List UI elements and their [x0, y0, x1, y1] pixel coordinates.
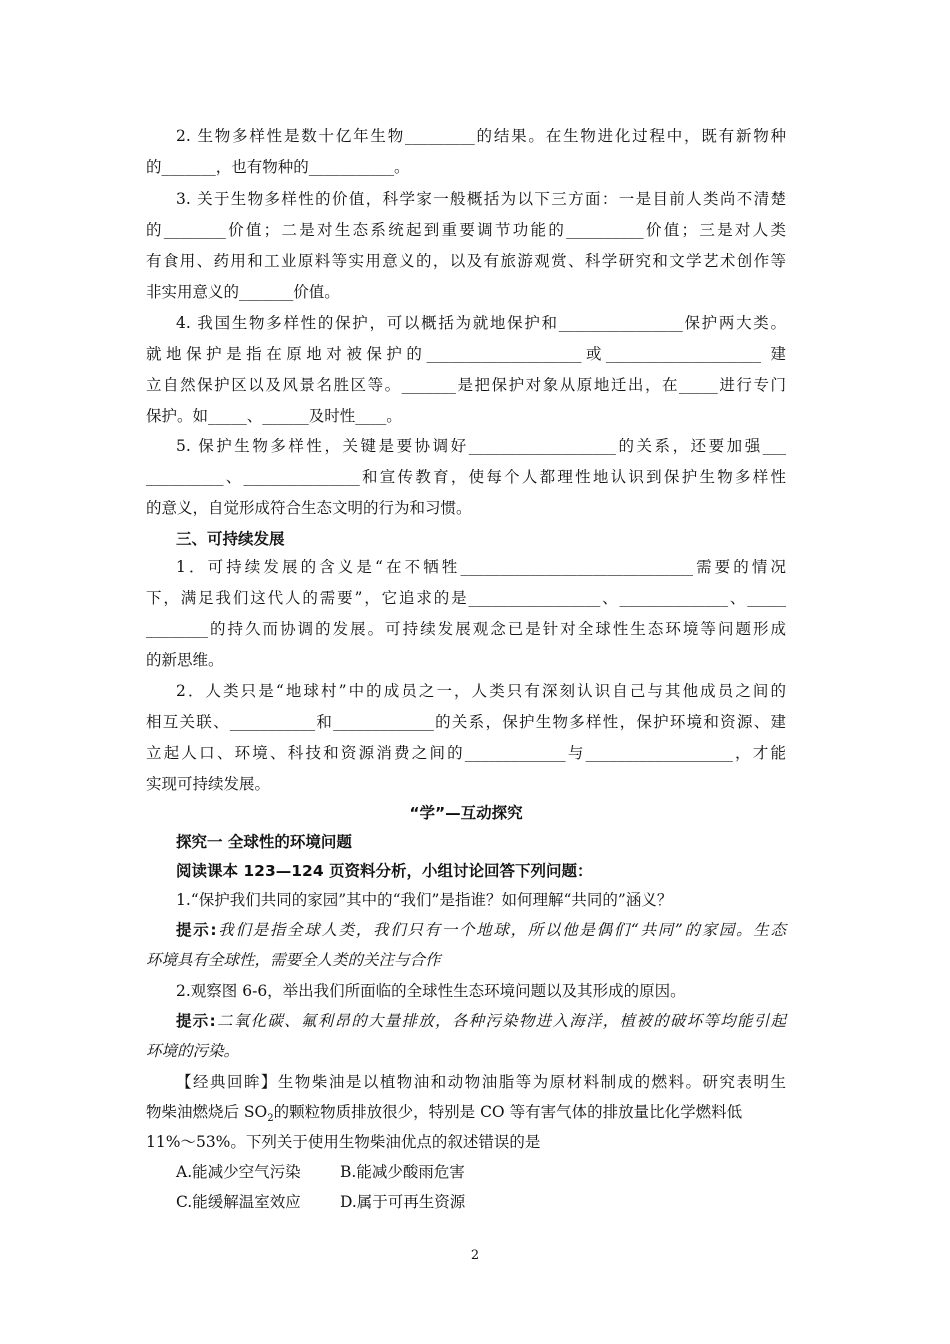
paragraph-line: __________、_______________和宣传教育，使每个人都理性地认识到保护生物多样性 [146, 468, 786, 486]
question-line: 1.“保护我们共同的家园”其中的“我们”是指谁？如何理解“共同的”涵义？ [176, 891, 673, 909]
paragraph-line: 实现可持续发展。 [146, 775, 271, 793]
option-row [176, 1192, 786, 1212]
paragraph-line: 立自然保护区以及风景名胜区等。_______是把保护对象从原地迁出，在_____进行专门 [146, 376, 786, 394]
paragraph-line: 的意义，自觉形成符合生态文明的行为和习惯。 [146, 499, 472, 517]
paragraph-line: 的________价值；二是对生态系统起到重要调节功能的__________价值；三是对人类 [146, 221, 786, 239]
hint-label: 提示: [176, 1012, 216, 1030]
reading-instruction: 阅读课本 123—124 页资料分析，小组讨论回答下列问题： [176, 862, 593, 880]
section-title: “学”—互动探究 [409, 804, 523, 822]
hint-text: 二氧化碳、氟利昂的大量排放，各种污染物进入海洋，植被的破坏等均能引起 [215, 1012, 786, 1030]
paragraph-line: 立起人口、环境、科技和资源消费之间的_____________与___________________，才能 [146, 744, 786, 762]
paragraph-line: 2．人类只是“地球村”中的成员之一，人类只有深刻认识自己与其他成员之间的 [176, 682, 786, 700]
hint-line [176, 1011, 786, 1031]
option-a: A.能减少空气污染 [176, 1163, 301, 1181]
paragraph-line: 的新思维。 [146, 651, 224, 669]
option-c: C.能缓解温室效应 [176, 1193, 301, 1211]
text-segment: 物柴油燃烧后 SO [146, 1103, 268, 1121]
paragraph-line: 【经典回眸】生物柴油是以植物油和动物油脂等为原材料制成的燃料。研究表明生 [176, 1073, 786, 1091]
paragraph-line: ________的持久而协调的发展。可持续发展观念已是针对全球性生态环境等问题形成 [146, 620, 786, 638]
paragraph-line: 非实用意义的_______价值。 [146, 283, 340, 301]
paragraph-line: 保护。如_____、______及时性____。 [146, 407, 402, 425]
paragraph-line: 相互关联、___________和_____________的关系，保护生物多样性，保护环境和资源、建 [146, 713, 786, 731]
hint-line: 环境的污染。 [146, 1042, 240, 1060]
subscript: 2 [267, 1113, 274, 1125]
paragraph-line: 有食用、药用和工业原料等实用意义的，以及有旅游观赏、科学研究和文学艺术创作等 [146, 252, 786, 270]
option-row [176, 1162, 786, 1182]
text-segment: 的颗粒物质排放很少，特别是 CO 等有害气体的排放量比化学燃料低 [273, 1103, 743, 1121]
paragraph-line: 的_______，也有物种的___________。 [146, 158, 410, 176]
section-heading: 三、可持续发展 [176, 530, 285, 548]
hint-line: 环境具有全球性，需要全人类的关注与合作 [146, 951, 441, 969]
paragraph-line: 11%～53%。下列关于使用生物柴油优点的叙述错误的是 [146, 1133, 541, 1151]
hint-text: 我们是指全球人类，我们只有一个地球，所以他是偶们“共同”的家园。生态 [216, 921, 786, 939]
hint-label: 提示: [176, 921, 217, 939]
paragraph-line [146, 1102, 786, 1129]
paragraph-line: 下，满足我们这代人的需要”，它追求的是_________________、______________、_____ [146, 589, 786, 607]
paragraph-line: 2. 生物多样性是数十亿年生物_________的结果。在生物进化过程中，既有新物种 [176, 127, 786, 145]
question-line: 2.观察图 6-6，举出我们所面临的全球性生态环境问题以及其形成的原因。 [176, 982, 686, 1000]
paragraph-line: 5. 保护生物多样性，关键是要协调好___________________的关系，还要加强___ [176, 437, 786, 455]
paragraph-line: 3. 关于生物多样性的价值，科学家一般概括为以下三方面：一是目前人类尚不清楚 [176, 190, 786, 208]
paragraph-line: 4. 我国生物多样性的保护，可以概括为就地保护和________________保护两大类。 [176, 314, 786, 332]
option-d: D.属于可再生资源 [340, 1193, 466, 1211]
page-number: 2 [470, 1248, 480, 1263]
hint-line [176, 920, 786, 940]
paragraph-line: 1．可持续发展的含义是“在不牺牲______________________________需要的情况 [176, 558, 786, 576]
option-b: B.能减少酸雨危害 [340, 1163, 465, 1181]
exploration-heading: 探究一 全球性的环境问题 [176, 833, 352, 851]
paragraph-line: 就地保护是指在原地对被保护的____________________或____________________ 建 [146, 345, 786, 363]
